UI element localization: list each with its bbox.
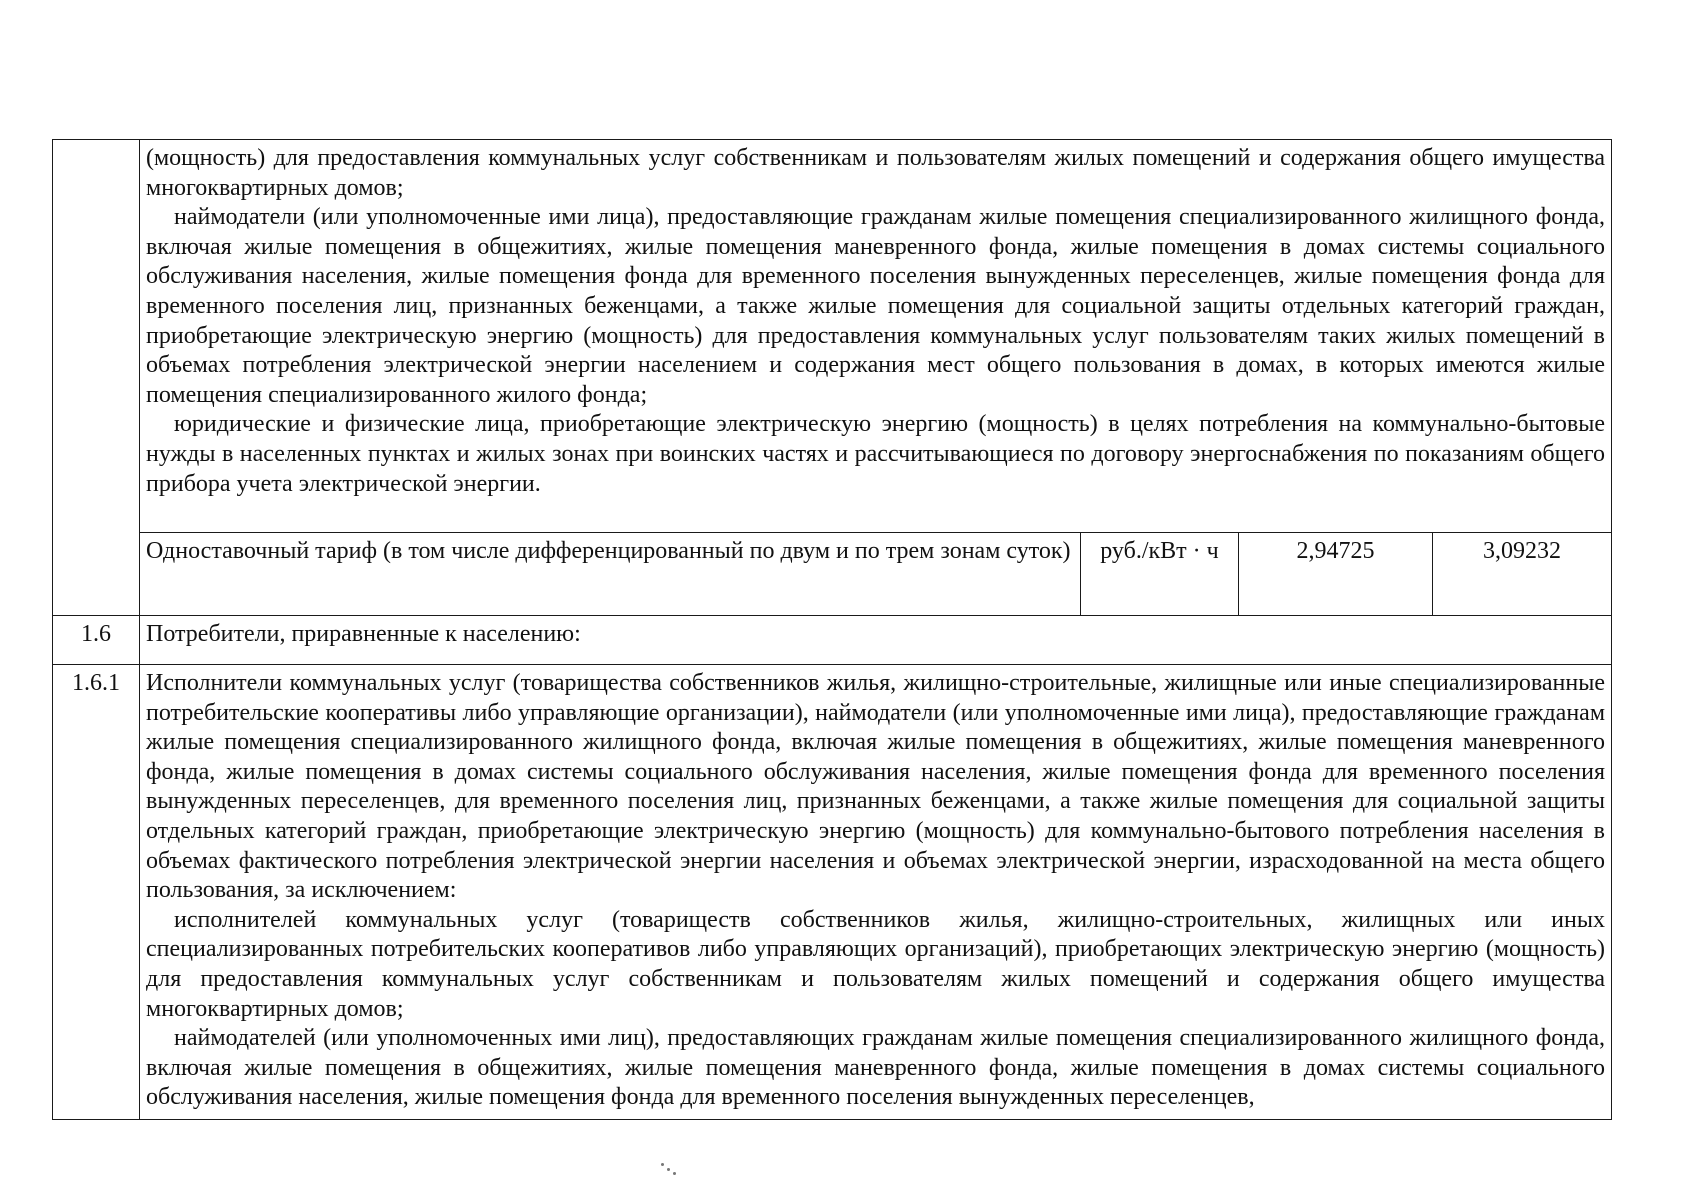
unit-cell: руб./кВт · ч xyxy=(1080,533,1238,616)
description-paragraph: исполнителей коммунальных услуг (товариществ собственников жилья, жилищно-строительных, жилищных или иных специализированных потребительских кооперативов либо управляющих организаций), приобретающих электрическую энергию (мощность) для предоставления коммунальных услуг собственникам и пользователям жилых помещений и содержания общего имущества многоквартирных домов; xyxy=(146,906,1605,1022)
description-paragraph: юридические и физические лица, приобретающие электрическую энергию (мощность) в целях потребления на коммунально-бытовые нужды в населенных пунктах и жилых зонах при воинских частях и рассчитывающиеся по договору энергоснабжения по показаниям общего прибора учета электрической энергии. xyxy=(146,411,1605,497)
scan-speck xyxy=(667,1168,670,1171)
row-number-cell: 1.6.1 xyxy=(53,665,140,1120)
row-number-cell xyxy=(53,140,140,616)
tariff-table xyxy=(52,139,1612,1120)
table-row-1-6-1 xyxy=(53,665,1612,1120)
table-row-continuation xyxy=(53,140,1612,533)
description-paragraph: наймодателей (или уполномоченных ими лиц), предоставляющих гражданам жилые помещения специализированного жилищного фонда, включая жилые помещения в общежитиях, жилые помещения маневренного фонда, жилые помещения в домах системы социального обслуживания населения, жилые помещения фонда для временного поселения вынужденных переселенцев, xyxy=(146,1025,1605,1111)
table-row-1-6 xyxy=(53,616,1612,665)
description-paragraph: (мощность) для предоставления коммунальных услуг собственникам и пользователям жилых помещений и содержания общего имущества многоквартирных домов; xyxy=(146,145,1605,201)
scan-speck xyxy=(661,1163,664,1166)
table-row-tariff xyxy=(53,533,1612,616)
description-paragraph: наймодатели (или уполномоченные ими лица), предоставляющие гражданам жилые помещения специализированного жилищного фонда, включая жилые помещения в общежитиях, жилые помещения маневренного фонда, жилые помещения в домах системы социального обслуживания населения, жилые помещения фонда для временного поселения вынужденных переселенцев, жилые помещения фонда для временного поселения лиц, признанных беженцами, а также жилые помещения для социальной защиты отдельных категорий граждан, приобретающие электрическую энергию (мощность) для предоставления коммунальных услуг пользователям таких жилых помещений в объемах потребления электрической энергии населением и содержания мест общего пользования в домах, в которых имеются жилые помещения специализированного жилого фонда; xyxy=(146,204,1605,408)
consumer-description-cell xyxy=(140,140,1612,533)
scan-speck xyxy=(673,1172,676,1175)
section-heading-cell: Потребители, приравненные к населению: xyxy=(140,616,1612,665)
tariff-value-1-cell: 2,94725 xyxy=(1238,533,1432,616)
tariff-value-2-cell: 3,09232 xyxy=(1432,533,1611,616)
consumer-description-cell xyxy=(140,665,1612,1120)
row-number-cell: 1.6 xyxy=(53,616,140,665)
description-paragraph: Исполнители коммунальных услуг (товарищества собственников жилья, жилищно-строительные, жилищные или иные специализированные потребительские кооперативы либо управляющие организации), наймодатели (или уполномоченные ими лица), предоставляющие гражданам жилые помещения специализированного жилищного фонда, включая жилые помещения в общежитиях, жилые помещения маневренного фонда, жилые помещения в домах системы социального обслуживания населения, жилые помещения фонда для временного поселения вынужденных переселенцев, для временного поселения лиц, признанных беженцами, а также жилые помещения для социальной защиты отдельных категорий граждан, приобретающие электрическую энергию (мощность) для коммунально-бытового потребления населения в объемах фактического потребления электрической энергии населения и объемах электрической энергии, израсходованной на места общего пользования, за исключением: xyxy=(146,670,1605,904)
tariff-name-cell: Одноставочный тариф (в том числе дифференцированный по двум и по трем зонам суток) xyxy=(140,533,1081,616)
